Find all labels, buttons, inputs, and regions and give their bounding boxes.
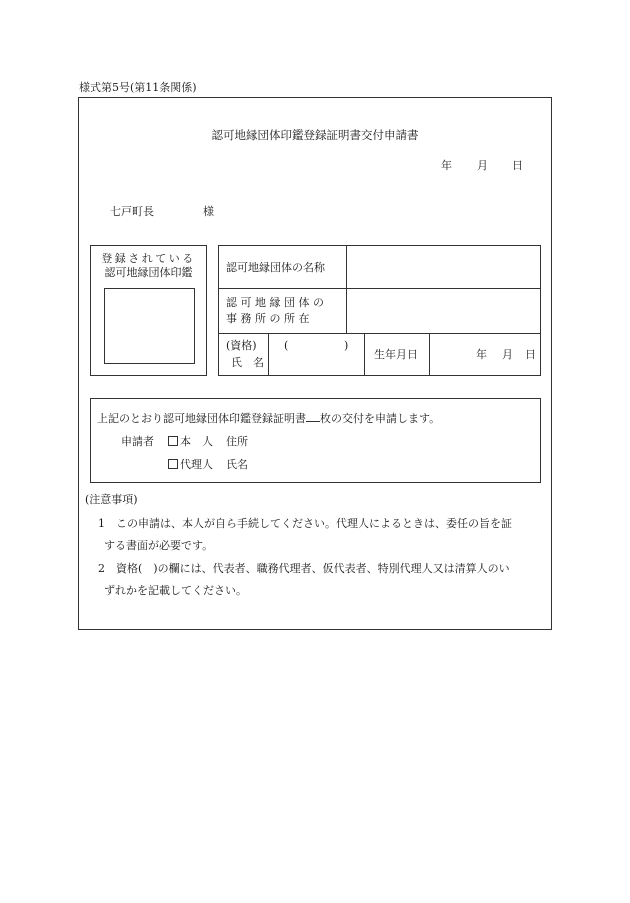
request-text-after: 枚の交付を申請します。 bbox=[320, 412, 441, 425]
qualification-paren-close: ) bbox=[344, 339, 349, 352]
self-option-label: 本 人 bbox=[180, 435, 213, 448]
date-month: 月 bbox=[477, 159, 488, 172]
agent-option bbox=[168, 459, 213, 470]
org-name-field[interactable] bbox=[352, 250, 535, 284]
notes-heading: (注意事項) bbox=[85, 493, 138, 506]
seal-box-line2: 認可地縁団体印鑑 bbox=[104, 266, 193, 279]
addressee-suffix: 様 bbox=[203, 205, 214, 218]
addressee-name: 七戸町長 bbox=[110, 205, 154, 218]
agent-option-label: 代理人 bbox=[180, 458, 213, 471]
self-option bbox=[168, 436, 213, 447]
birth-day-label: 日 bbox=[525, 348, 536, 361]
office-label-line2: 事 務 所 の 所 在 bbox=[226, 312, 310, 325]
name-label: 氏 名 bbox=[231, 356, 264, 369]
qualification-label: (資格) bbox=[226, 339, 257, 352]
info-table-col-divider bbox=[346, 245, 347, 333]
form-number: 様式第5号(第11条関係) bbox=[79, 81, 197, 94]
applicant-label: 申請者 bbox=[121, 435, 154, 448]
form-title: 認可地縁団体印鑑登録証明書交付申請書 bbox=[211, 128, 419, 142]
date-year: 年 bbox=[441, 159, 452, 172]
note-2-line-2: ずれかを記載してください。 bbox=[104, 584, 247, 597]
info-table-divider-2 bbox=[218, 333, 541, 334]
note-1-line-2: する書面が必要です。 bbox=[104, 539, 214, 552]
info-table-divider-1 bbox=[218, 288, 541, 289]
office-address-field[interactable] bbox=[352, 293, 535, 329]
agent-name-label: 氏名 bbox=[226, 458, 248, 471]
note-2-line-1: 2 資格( )の欄には、代表者、職務代理者、仮代表者、特別代理人又は清算人のい bbox=[98, 562, 510, 575]
request-statement bbox=[97, 411, 440, 424]
date-day: 日 bbox=[512, 159, 523, 172]
birthdate-label: 生年月日 bbox=[374, 348, 418, 361]
seal-box-line1: 登録されている bbox=[101, 252, 196, 265]
applicant-name-field[interactable] bbox=[274, 338, 360, 372]
info-table-birth-divider-1 bbox=[364, 333, 365, 376]
copies-field[interactable] bbox=[306, 411, 320, 422]
request-text-before: 上記のとおり認可地縁団体印鑑登録証明書 bbox=[97, 412, 306, 425]
birth-month-label: 月 bbox=[502, 348, 513, 361]
birth-year-label: 年 bbox=[476, 348, 487, 361]
self-checkbox[interactable] bbox=[168, 436, 178, 446]
office-label-line1: 認 可 地 縁 団 体 の bbox=[226, 296, 324, 309]
info-table-birth-divider-2 bbox=[429, 333, 430, 376]
seal-stamp-area[interactable] bbox=[104, 288, 195, 364]
agent-checkbox[interactable] bbox=[168, 459, 178, 469]
note-1-line-1: 1 この申請は、本人が自ら手続してください。代理人によるときは、委任の旨を証 bbox=[98, 517, 512, 530]
qualification-paren-open: ( bbox=[284, 339, 289, 352]
org-name-label: 認可地縁団体の名称 bbox=[226, 261, 325, 274]
address-label: 住所 bbox=[226, 435, 248, 448]
info-table-name-divider bbox=[268, 333, 269, 376]
